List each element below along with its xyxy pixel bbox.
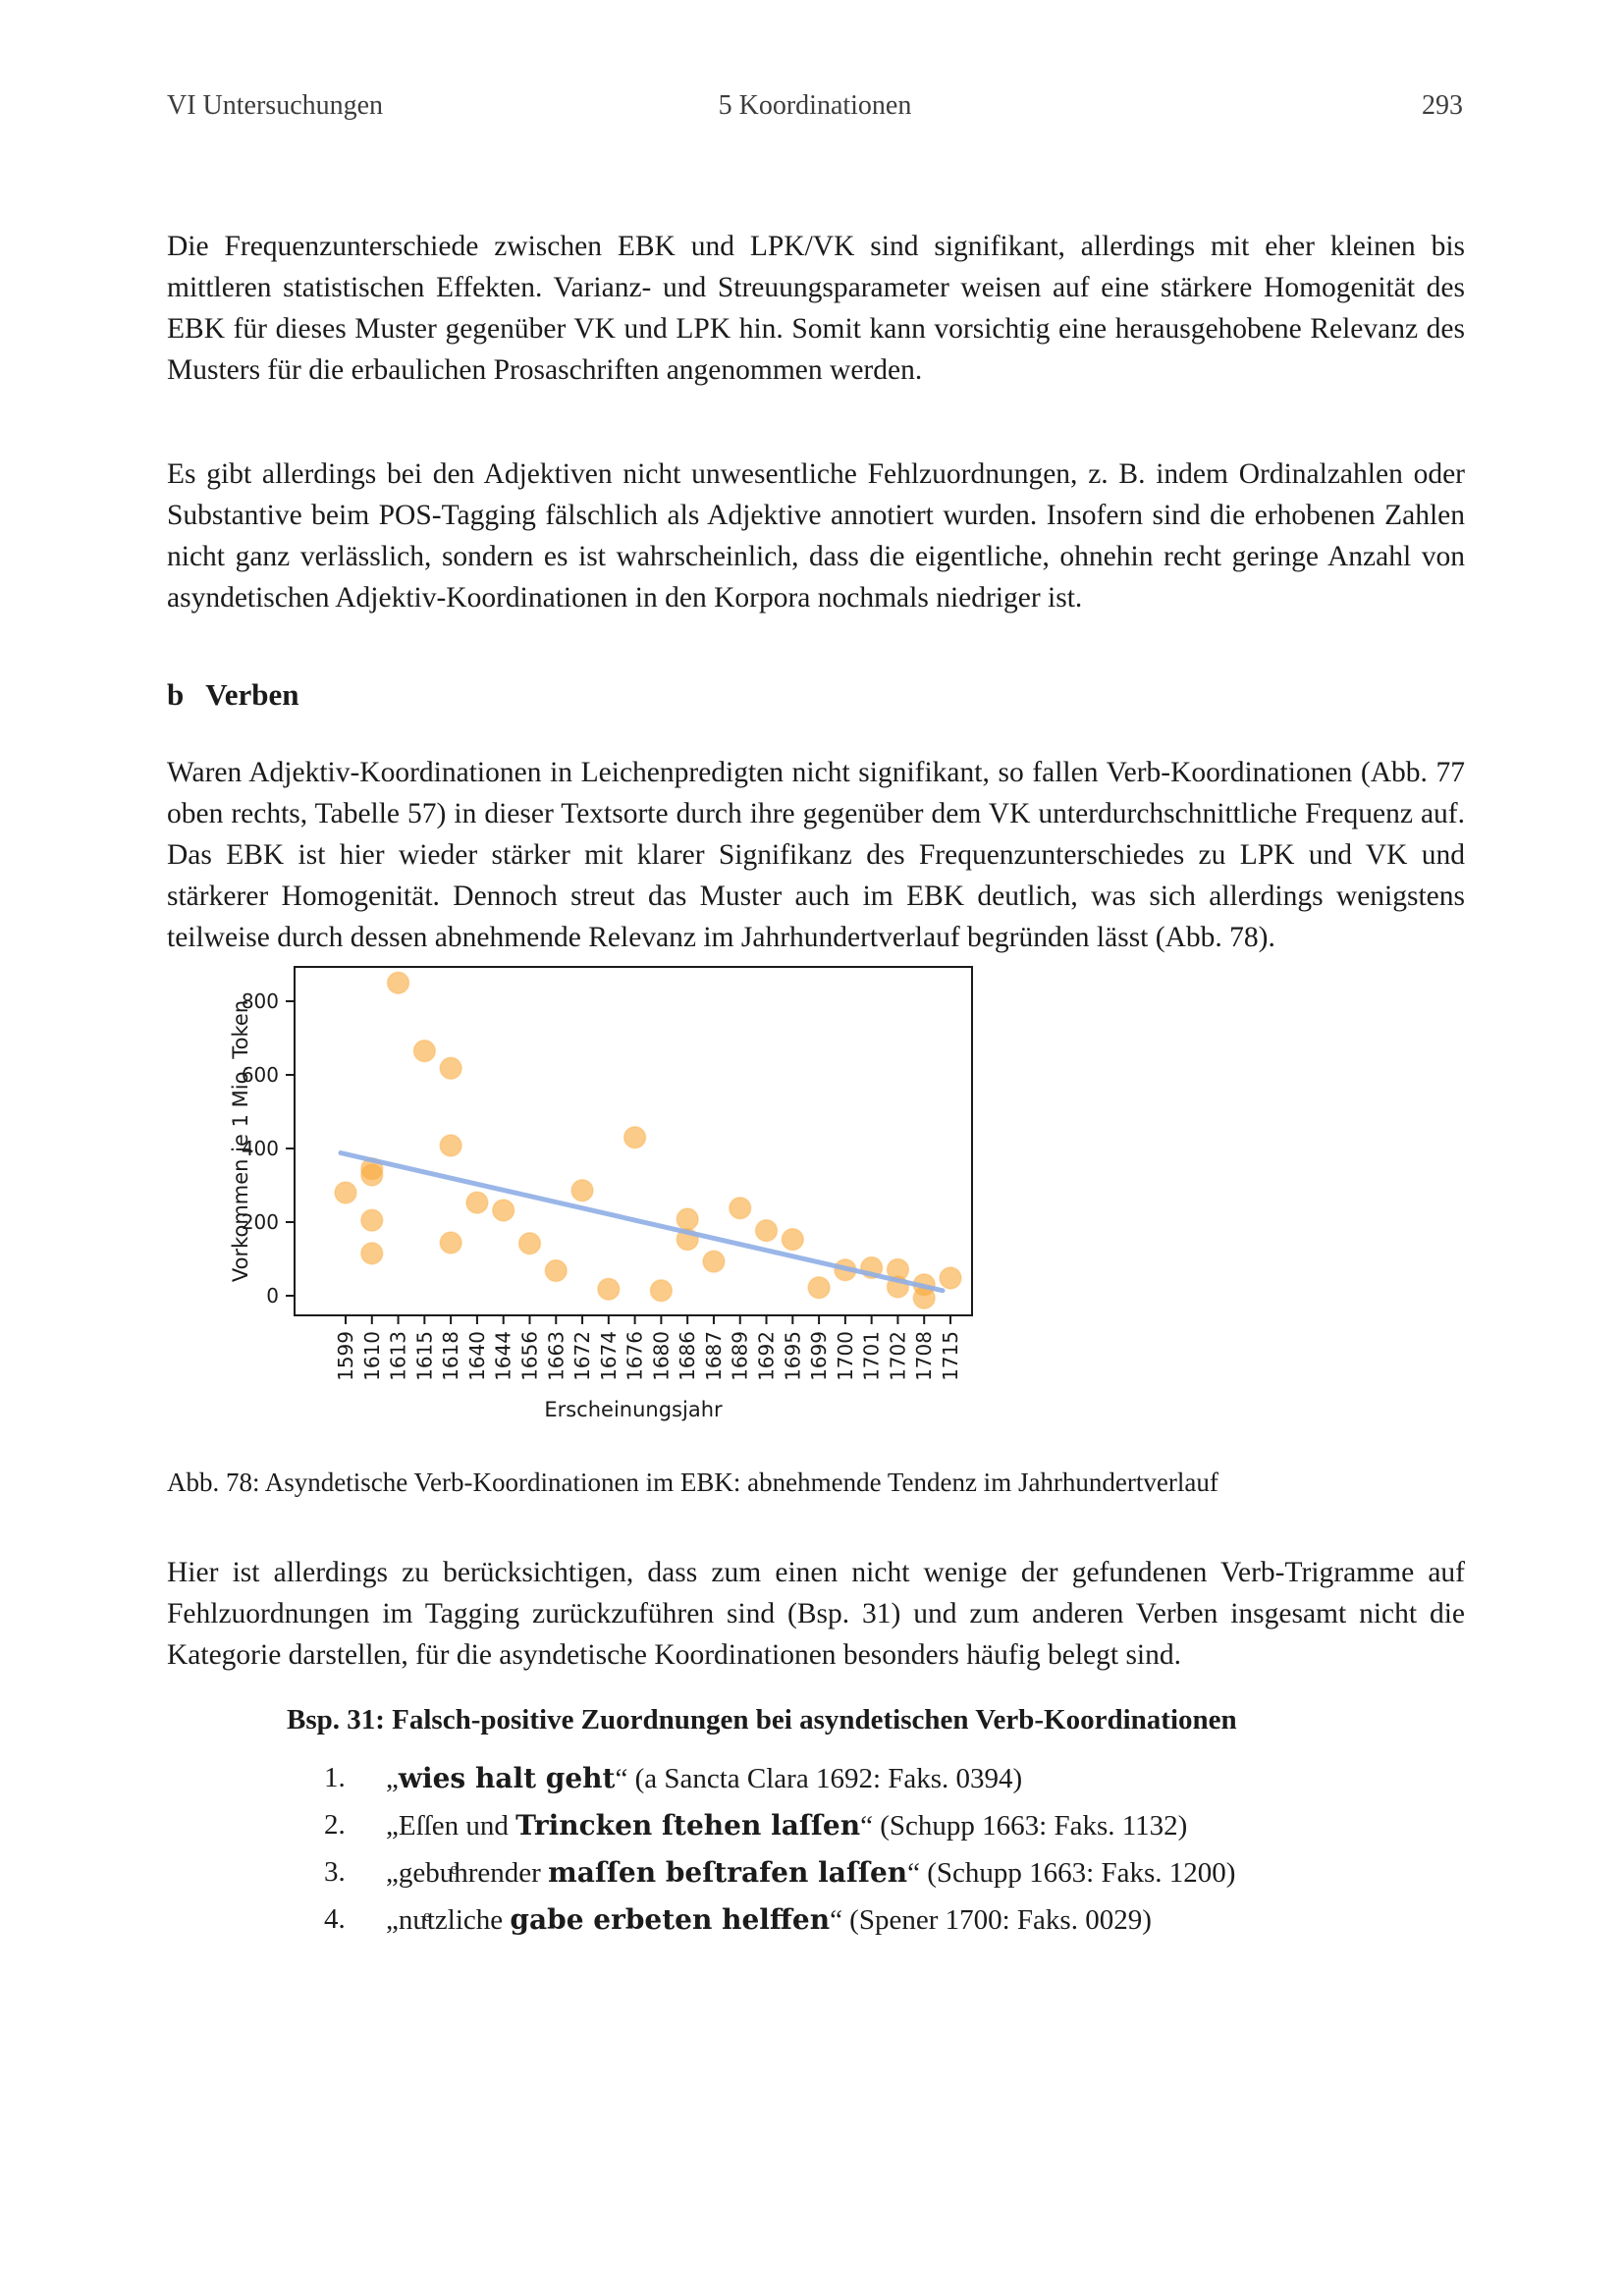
paragraph-4: Hier ist allerdings zu berücksichtigen, dass zum einen nicht wenige der gefundenen Verb-Trigramme auf Fehlzuordnungen im Tagging zurückzuführen sind (Bsp. 31) und zum anderen Verben insgesamt nicht die Kategorie darstellen, für die asyndetische Koordinationen besonders häufig belegt sind. xyxy=(167,1556,1465,1671)
svg-text:800: 800 xyxy=(241,989,279,1013)
svg-text:1701: 1701 xyxy=(859,1331,884,1381)
svg-text:1680: 1680 xyxy=(649,1331,674,1381)
svg-text:1708: 1708 xyxy=(912,1331,937,1381)
svg-text:1656: 1656 xyxy=(517,1331,542,1381)
example-list xyxy=(324,1762,1463,1950)
example-item-number: 1. xyxy=(324,1762,346,1793)
example-item-bold: gabe erbeten helffen xyxy=(510,1903,831,1936)
svg-text:1689: 1689 xyxy=(728,1331,752,1381)
example-item-after: “ (Schupp 1663: Faks. 1200) xyxy=(907,1857,1236,1889)
svg-text:1663: 1663 xyxy=(544,1331,568,1381)
svg-text:1618: 1618 xyxy=(439,1331,463,1381)
paragraph-3: Waren Adjektiv-Koordinationen in Leichenpredigten nicht signifikant, so fallen Verb-Koordinationen (Abb. 77 oben rechts, Tabelle 57) in dieser Textsorte durch ihre gegenüber dem VK unterdurchschnittliche Frequenz auf. Das EBK ist hier wieder stärker mit klarer Signifikanz des Frequenzunterschiedes zu LPK und VK und stärkerer Homogenität. Dennoch streut das Muster auch im EBK deutlich, was sich allerdings wenigstens teilweise durch dessen abnehmende Relevanz im Jahrhundertverlauf begründen lässt (Abb. 78). xyxy=(167,756,1465,953)
scatter-chart xyxy=(226,951,1006,1442)
svg-text:Vorkommen je 1 Mio. Token: Vorkommen je 1 Mio. Token xyxy=(229,999,252,1283)
example-heading: Bsp. 31: Falsch-positive Zuordnungen bei asyndetischen Verb-Koordinationen xyxy=(287,1704,1237,1735)
svg-text:1687: 1687 xyxy=(701,1331,726,1381)
svg-text:1672: 1672 xyxy=(570,1331,595,1381)
example-item-bold: Trincken ſtehen laſſen xyxy=(515,1809,861,1842)
svg-text:1676: 1676 xyxy=(623,1331,647,1381)
figure-abb-78 xyxy=(226,951,1006,1442)
svg-text:Erscheinungsjahr: Erscheinungsjahr xyxy=(544,1398,723,1421)
example-item-before: „gebuͤhrender xyxy=(386,1857,549,1889)
example-item-after: “ (Spener 1700: Faks. 0029) xyxy=(830,1904,1152,1936)
example-item-bold: wies halt geht xyxy=(398,1762,616,1794)
svg-text:1613: 1613 xyxy=(386,1331,410,1381)
svg-text:1700: 1700 xyxy=(833,1331,857,1381)
example-item-number: 4. xyxy=(324,1903,346,1935)
section-title: Verben xyxy=(205,676,299,712)
example-item xyxy=(324,1856,1463,1903)
svg-text:1644: 1644 xyxy=(491,1331,515,1381)
example-item-text xyxy=(386,1856,1235,1890)
header-section: 5 Koordinationen xyxy=(718,90,912,121)
svg-text:1692: 1692 xyxy=(754,1331,779,1381)
example-item-bold: maſſen beſtrafen laſſen xyxy=(548,1856,908,1889)
svg-text:1695: 1695 xyxy=(781,1331,805,1381)
svg-text:1599: 1599 xyxy=(334,1331,357,1381)
svg-text:1610: 1610 xyxy=(359,1331,384,1381)
example-item-before: „ xyxy=(386,1763,399,1794)
svg-text:400: 400 xyxy=(241,1137,279,1160)
svg-text:1674: 1674 xyxy=(596,1331,621,1381)
svg-text:200: 200 xyxy=(241,1210,279,1234)
svg-text:600: 600 xyxy=(241,1063,279,1087)
svg-text:0: 0 xyxy=(266,1284,279,1308)
section-heading xyxy=(167,677,299,713)
figure-caption: Abb. 78: Asyndetische Verb-Koordinationen im EBK: abnehmende Tendenz im Jahrhundertverlauf xyxy=(167,1468,1218,1497)
example-item-before: „Eſſen und xyxy=(386,1810,516,1842)
example-item-text xyxy=(386,1762,1022,1795)
svg-text:1686: 1686 xyxy=(676,1331,700,1381)
page-number: 293 xyxy=(1422,90,1463,121)
svg-text:1615: 1615 xyxy=(412,1331,437,1381)
page-header xyxy=(167,90,1463,124)
example-item-number: 3. xyxy=(324,1856,346,1888)
example-item xyxy=(324,1762,1463,1809)
example-item xyxy=(324,1809,1463,1856)
svg-text:1715: 1715 xyxy=(939,1331,962,1381)
svg-text:1702: 1702 xyxy=(886,1331,910,1381)
example-item-text xyxy=(386,1903,1152,1937)
svg-text:1699: 1699 xyxy=(807,1331,832,1381)
example-item-after: “ (Schupp 1663: Faks. 1132) xyxy=(860,1810,1188,1842)
example-item-text xyxy=(386,1809,1187,1842)
paragraph-2: Es gibt allerdings bei den Adjektiven nicht unwesentliche Fehlzuordnungen, z. B. indem Ordinalzahlen oder Substantive beim POS-Tagging fälschlich als Adjektive annotiert wurden. Insofern sind die erhobenen Zahlen nicht ganz verlässlich, sondern es ist wahrscheinlich, dass die eigentliche, ohnehin recht geringe Anzahl von asyndetischen Adjektiv-Koordinationen in den Korpora nochmals niedriger ist. xyxy=(167,457,1465,614)
section-label: b xyxy=(167,676,185,712)
svg-text:1640: 1640 xyxy=(464,1331,489,1381)
example-item xyxy=(324,1903,1463,1950)
example-item-before: „nuͤtzliche xyxy=(386,1904,511,1936)
header-chapter: VI Untersuchungen xyxy=(167,90,384,121)
example-item-after: “ (a Sancta Clara 1692: Faks. 0394) xyxy=(615,1763,1023,1794)
example-item-number: 2. xyxy=(324,1809,346,1841)
paragraph-1: Die Frequenzunterschiede zwischen EBK und LPK/VK sind signifikant, allerdings mit eher kleinen bis mittleren statistischen Effekten. Varianz- und Streuungsparameter weisen auf eine stärkere Homogenität des EBK für dieses Muster gegenüber VK und LPK hin. Somit kann vorsichtig eine herausgehobene Relevanz des Musters für die erbaulichen Prosaschriften angenommen werden. xyxy=(167,230,1465,386)
